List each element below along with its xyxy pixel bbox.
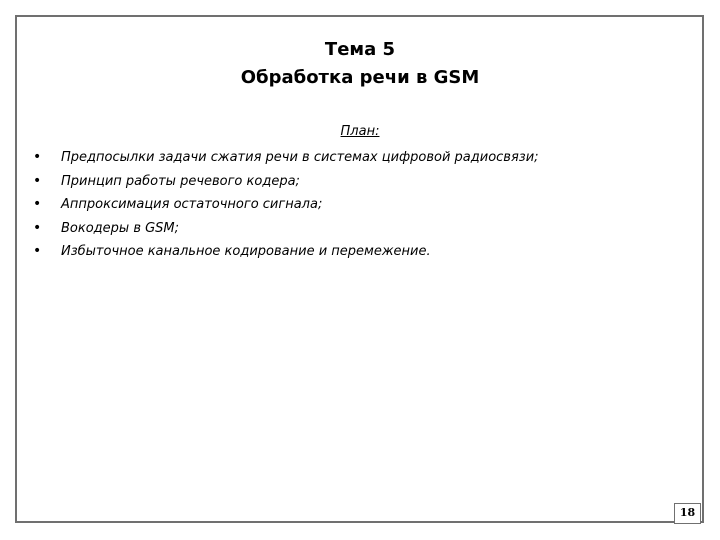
list-item-text: Предпосылки задачи сжатия речи в системах цифровой радиосвязи; <box>61 150 539 165</box>
bullet-icon: • <box>33 196 42 212</box>
bullet-icon: • <box>33 172 42 189</box>
bullet-icon: • <box>33 219 42 236</box>
bullet-icon: • <box>33 243 42 259</box>
slide-title: Обработка речи в GSM <box>240 67 480 88</box>
slide-frame <box>15 15 704 523</box>
list-item-text: Избыточное канальное кодирование и перемежение. <box>61 244 431 259</box>
list-item-text: Аппроксимация остаточного сигнала; <box>61 197 323 212</box>
slide-title-topic: Тема 5 <box>324 39 396 60</box>
bullet-icon: • <box>33 149 42 165</box>
plan-heading: План: <box>340 124 380 139</box>
page-number: 18 <box>674 503 701 524</box>
list-item-text: Вокодеры в GSM; <box>61 220 180 236</box>
list-item-text: Принцип работы речевого кодера; <box>61 173 300 189</box>
